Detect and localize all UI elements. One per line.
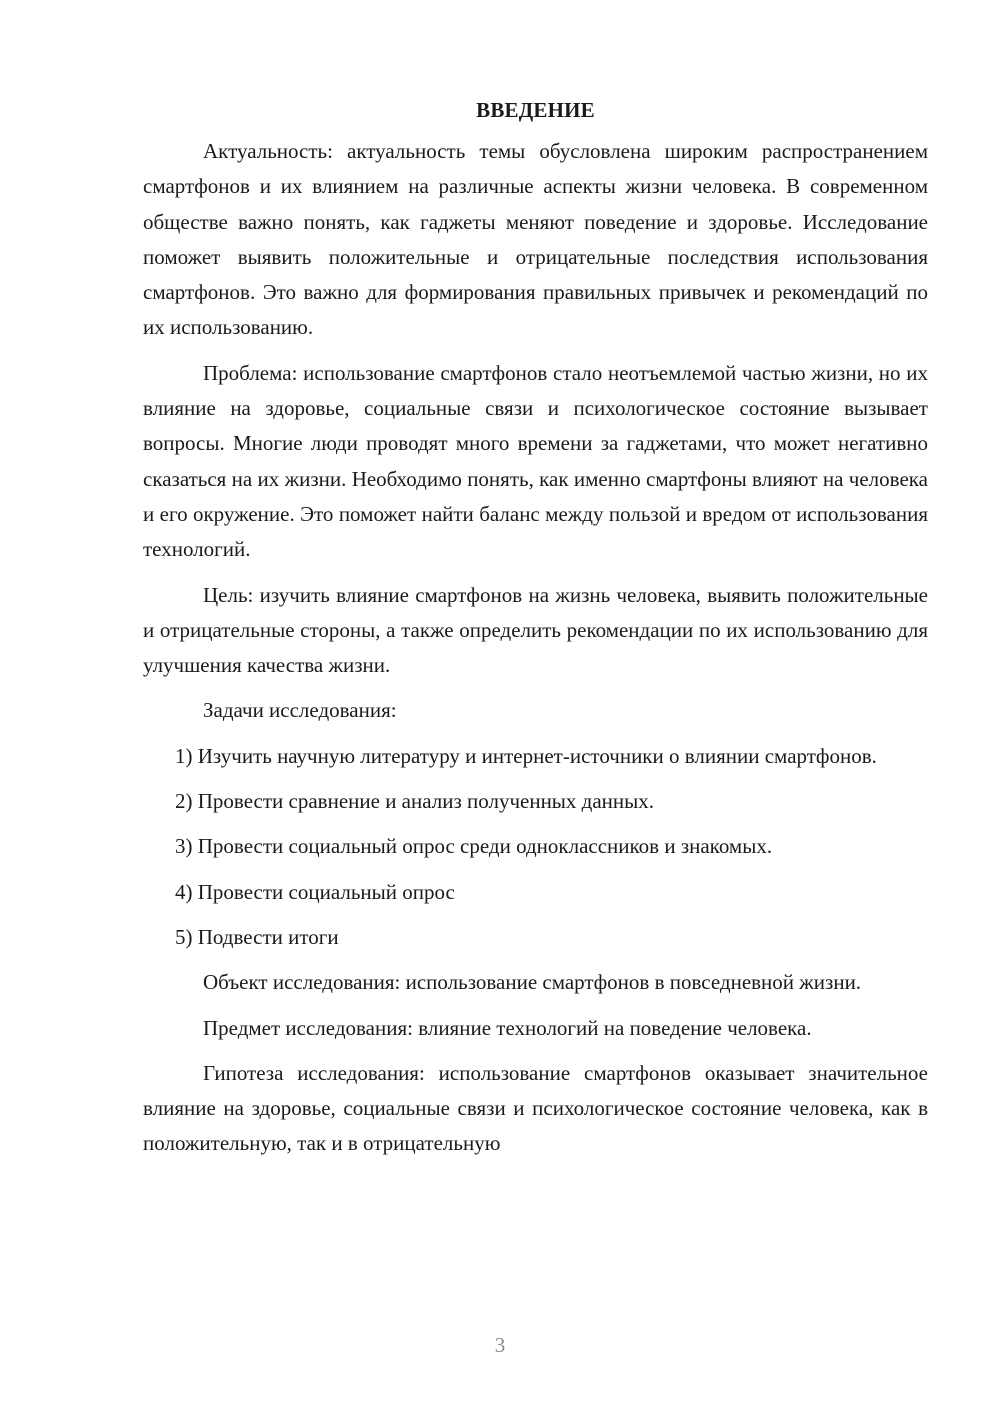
paragraph-hypothesis: Гипотеза исследования: использование смартфонов оказывает значительное влияние на здоровье, социальные связи и психологическое состояние человека, как в положительную, так и в отрицательную	[143, 1060, 928, 1156]
task-item-2: 2) Провести сравнение и анализ полученных данных.	[175, 789, 655, 814]
paragraph-relevance: Актуальность: актуальность темы обусловлена широким распространением смартфонов и их влиянием на различные аспекты жизни человека. В современном обществе важно понять, как гаджеты меняют поведение и здоровье. Исследование поможет выявить положительные и отрицательные последствия использования смартфонов. Это важно для формирования правильных привычек и рекомендаций по их использованию.	[143, 139, 928, 340]
paragraph-problem: Проблема: использование смартфонов стало неотъемлемой частью жизни, но их влияние на здоровье, социальные связи и психологическое состояние вызывает вопросы. Многие люди проводят много времени за гаджетами, что может негативно сказаться на их жизни. Необходимо понять, как именно смартфоны влияют на человека и его окружение. Это поможет найти баланс между пользой и вредом от использования технологий.	[143, 360, 928, 562]
task-item-5: 5) Подвести итоги	[175, 924, 339, 949]
task-item-4: 4) Провести социальный опрос	[175, 879, 455, 904]
paragraph-object: Объект исследования: использование смартфонов в повседневной жизни.	[203, 970, 862, 995]
document-body	[143, 94, 928, 1172]
page-number: 3	[494, 1333, 506, 1357]
task-item-3: 3) Провести социальный опрос среди одноклассников и знакомых.	[175, 834, 773, 859]
section-heading: ВВЕДЕНИЕ	[476, 98, 595, 122]
paragraph-subject: Предмет исследования: влияние технологий на поведение человека.	[203, 1015, 812, 1040]
paragraph-tasks-title: Задачи исследования:	[203, 698, 397, 723]
paragraph-goal: Цель: изучить влияние смартфонов на жизнь человека, выявить положительные и отрицательные стороны, а также определить рекомендации по их использованию для улучшения качества жизни.	[143, 582, 928, 678]
task-item-1: 1) Изучить научную литературу и интернет-источники о влиянии смартфонов.	[175, 743, 877, 768]
